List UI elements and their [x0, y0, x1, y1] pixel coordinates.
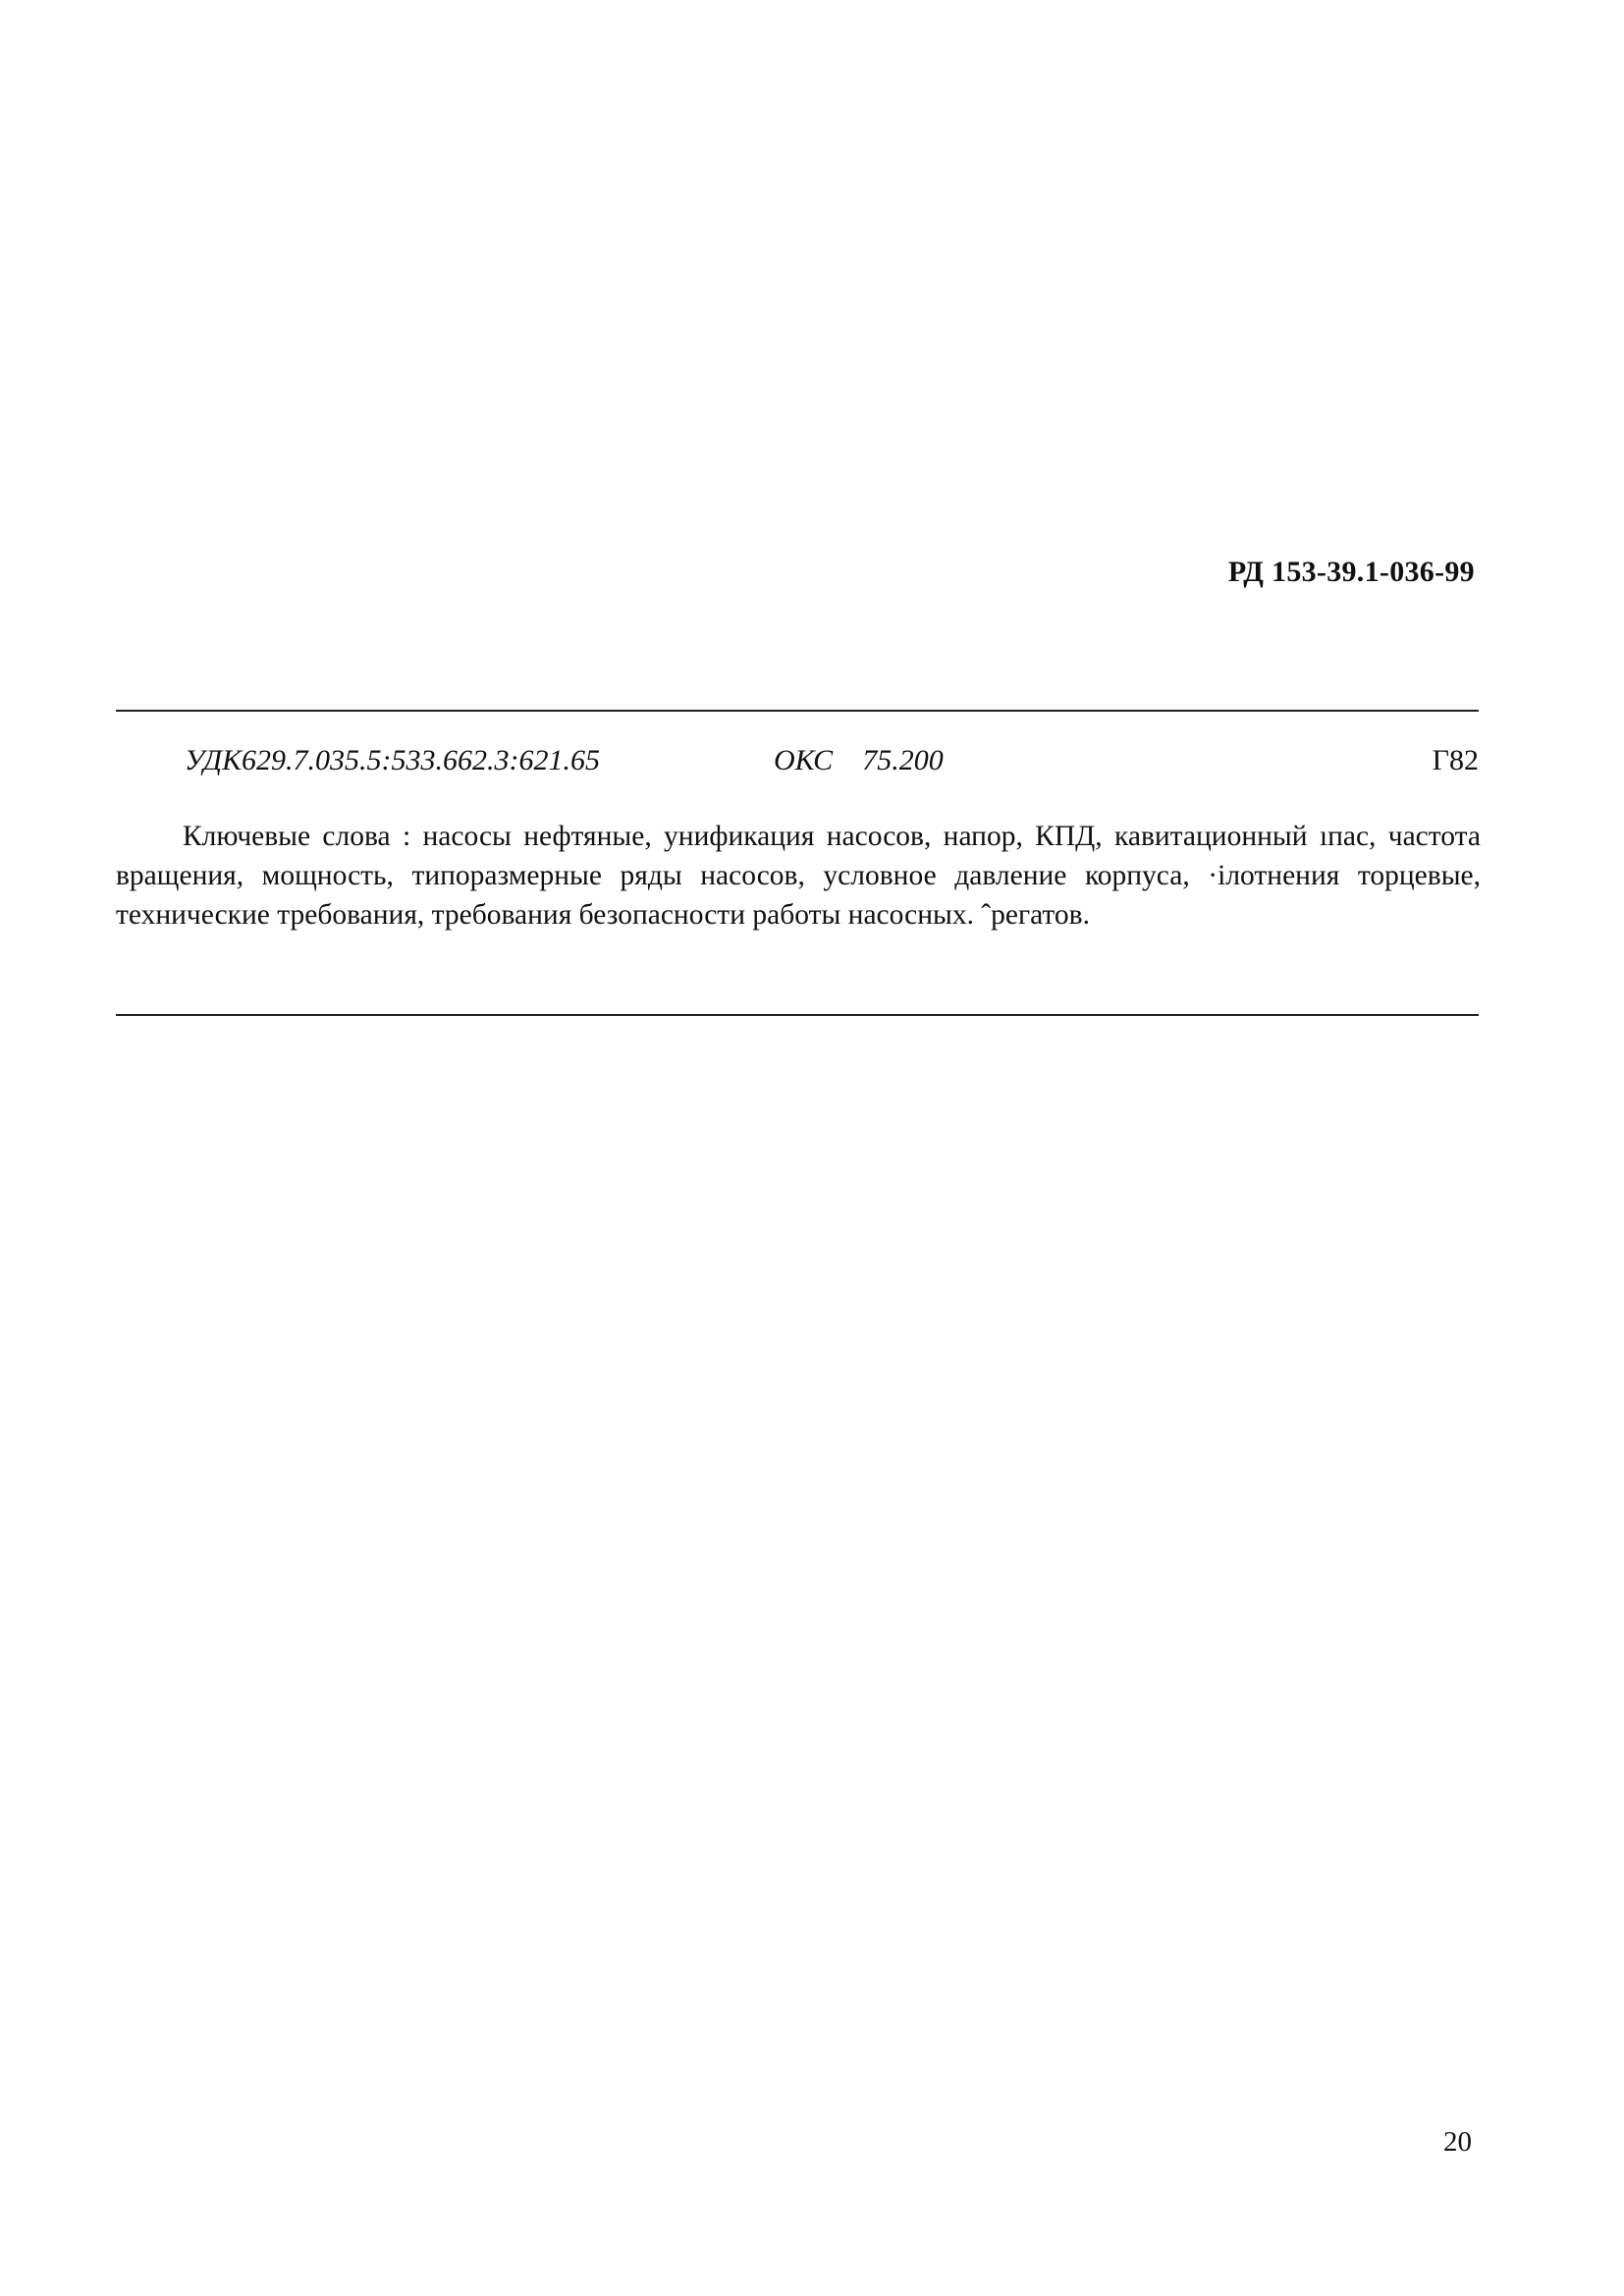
document-code: РД 153-39.1-036-99 [1227, 556, 1475, 588]
page-number: 20 [1443, 2126, 1472, 2158]
keywords-paragraph: Ключевые слова : насосы нефтяные, унификация насосов, напор, КПД, кавитационный ıпас, частота вращения, мощность, типоразмерные ряды насосов, условное давление корпуса, ·ілотнения торцевые, технические требования, требования безопасности работы насосных. ˆрегатов. [116, 821, 1481, 931]
udk-code: УДК629.7.035.5:533.662.3:621.65 [185, 744, 600, 776]
classification-line [185, 744, 1479, 783]
bottom-divider [116, 1014, 1479, 1016]
oks-label: ОКС [774, 744, 834, 776]
top-divider [116, 710, 1479, 712]
oks-code: 75.200 [862, 744, 944, 776]
oks-classifier [774, 744, 944, 777]
group-code: Г82 [1432, 744, 1479, 776]
